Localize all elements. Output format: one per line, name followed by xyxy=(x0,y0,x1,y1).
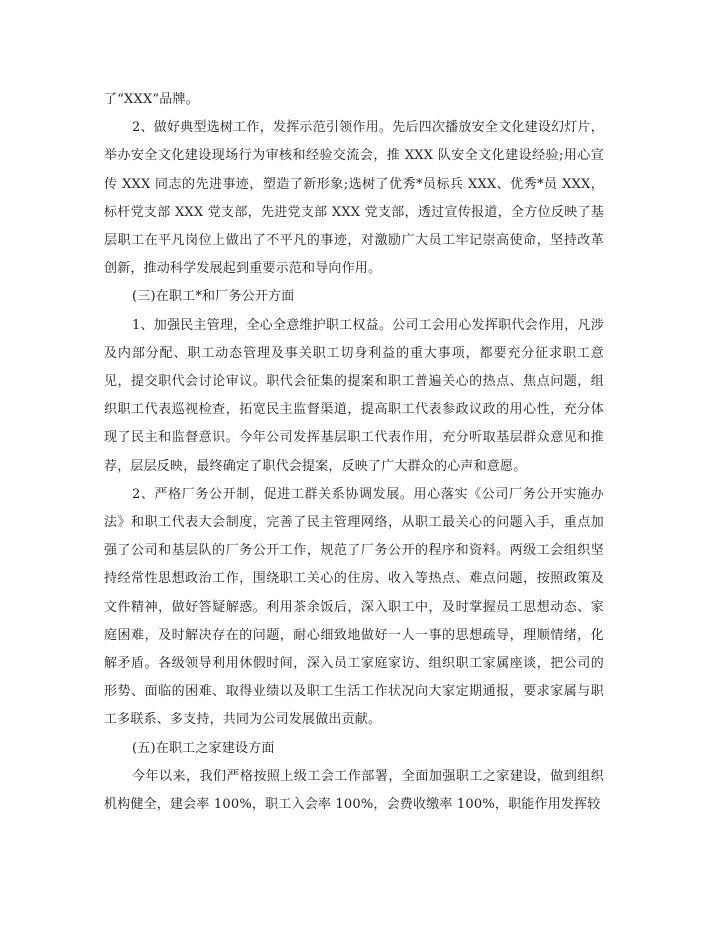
paragraph-workers-home: 今年以来，我们严格按照上级工会工作部署，全面加强职工之家建设，做到组织机构健全，建会率 100%，职工入会率 100%，会费收缴率 100%，职能作用发挥较 xyxy=(104,768,604,813)
paragraph-typical-models: 2、做好典型选树工作，发挥示范引领作用。先后四次播放安全文化建设幻灯片，举办安全文化建设现场行为审核和经验交流会，推 XXX 队安全文化建设经验;用心宣传 XXX 同志的先进事迹，塑造了新形象;选树了优秀*员标兵 XXX、优秀*员 XXX，标杆党支部 XXX 党支部，先进党支部 XXX 党支部，透过宣传报道，全方位反映了基层职工在平凡岗位上做出了不平凡的事迹，对激励广大员工牢记崇高使命，坚持改革创新，推动科学发展起到重要示范和导向作用。 xyxy=(104,120,604,277)
document-body xyxy=(104,86,604,819)
paragraph-factory-affairs: 2、严格厂务公开制，促进工群关系协调发展。用心落实《公司厂务公开实施办法》和职工代表大会制度，完善了民主管理网络，从职工最关心的问题入手，重点加强了公司和基层队的厂务公开工作，规范了厂务公开的程序和资料。两级工会组织坚持经常性思想政治工作，围绕职工关心的住房、收入等热点、难点问题，按照政策及文件精神，做好答疑解惑。利用茶余饭后，深入职工中，及时掌握员工思想动态、家庭困难，及时解决存在的问题，耐心细致地做好一人一事的思想疏导，理顺情绪，化解矛盾。各级领导利用休假时间，深入员工家庭家访、组织职工家属座谈，把公司的形势、面临的困难、取得业绩以及职工生活工作状况向大家定期通报，要求家属与职工多联系、多支持，共同为公司发展做出贡献。 xyxy=(104,486,604,728)
paragraph-democratic-management: 1、加强民主管理，全心全意维护职工权益。公司工会用心发挥职代会作用，凡涉及内部分配、职工动态管理及事关职工切身利益的重大事项，都要充分征求职工意见，提交职代会讨论审议。职代会征集的提案和职工普遍关心的热点、焦点问题，组织职工代表巡视检查，拓宽民主监督渠道，提高职工代表参政议政的用心性，充分体现了民主和监督意识。今年公司发挥基层职工代表作用，充分听取基层群众意见和推荐，层层反映，最终确定了职代会提案，反映了广大群众的心声和意愿。 xyxy=(104,317,604,474)
section-heading-3: (三)在职工*和厂务公开方面 xyxy=(132,289,295,305)
paragraph-brand-ending: 了“XXX”品牌。 xyxy=(104,92,199,107)
section-heading-5: (五)在职工之家建设方面 xyxy=(132,740,275,756)
